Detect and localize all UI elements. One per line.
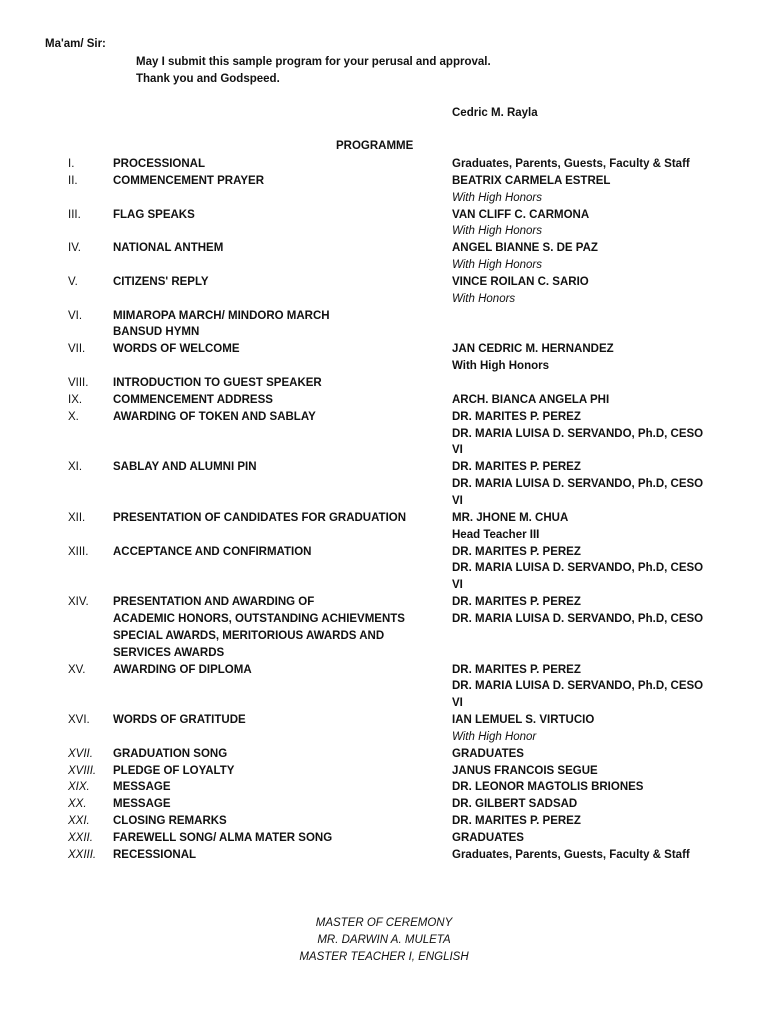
item-title: MIMAROPA MARCH/ MINDORO MARCH <box>113 309 330 322</box>
letter-line-1: May I submit this sample program for your perusal and approval. <box>136 56 491 68</box>
signer-name: Cedric M. Rayla <box>452 107 538 119</box>
item-responsible: DR. MARIA LUISA D. SERVANDO, Ph.D, CESO <box>452 562 704 575</box>
item-number: XX. <box>68 798 87 811</box>
item-responsible: GRADUATES <box>452 747 524 760</box>
item-responsible: GRADUATES <box>452 832 524 844</box>
item-title: MESSAGE <box>113 781 171 794</box>
item-title: PROCESSIONAL <box>113 158 206 170</box>
item-responsible: With High Honors <box>452 225 543 238</box>
item-responsible: DR. MARITES P. PEREZ <box>452 663 581 676</box>
letter-line-2: Thank you and Godspeed. <box>136 73 280 85</box>
salutation: Ma'am/ Sir: <box>45 38 106 50</box>
item-number: XXII. <box>68 832 93 844</box>
item-number: XXI. <box>68 815 90 828</box>
item-responsible: VI <box>452 444 463 457</box>
item-responsible: ARCH. BIANCA ANGELA PHI <box>452 393 610 406</box>
item-number: XVI. <box>68 714 90 727</box>
item-title: ACCEPTANCE AND CONFIRMATION <box>113 545 312 558</box>
item-title: FLAG SPEAKS <box>113 208 195 221</box>
item-number: IX. <box>68 393 83 406</box>
item-responsible: DR. MARITES P. PEREZ <box>452 410 581 423</box>
item-number: XII. <box>68 511 86 524</box>
item-responsible: DR. MARIA LUISA D. SERVANDO, Ph.D, CESO <box>452 427 704 440</box>
item-number: XIV. <box>68 596 89 609</box>
footer-line-2: MR. DARWIN A. MULETA <box>317 934 451 946</box>
item-title: ACADEMIC HONORS, OUTSTANDING ACHIEVMENTS <box>113 612 405 625</box>
item-title: BANSUD HYMN <box>113 326 200 339</box>
item-number: II. <box>68 174 78 187</box>
item-responsible: DR. MARITES P. PEREZ <box>452 596 581 609</box>
item-title: CITIZENS' REPLY <box>113 275 209 288</box>
item-responsible: DR. GILBERT SADSAD <box>452 798 578 811</box>
item-number: XI. <box>68 461 83 474</box>
item-title: AWARDING OF DIPLOMA <box>113 663 252 676</box>
item-responsible: ANGEL BIANNE S. DE PAZ <box>452 242 598 255</box>
item-number: III. <box>68 208 81 221</box>
item-responsible: JAN CEDRIC M. HERNANDEZ <box>452 343 614 356</box>
item-responsible: Graduates, Parents, Guests, Faculty & Staff <box>452 158 690 170</box>
item-number: V. <box>68 275 78 288</box>
item-responsible: With High Honors <box>452 259 543 272</box>
item-title: SPECIAL AWARDS, MERITORIOUS AWARDS AND <box>113 629 385 642</box>
item-number: XVII. <box>68 747 93 760</box>
item-responsible: MR. JHONE M. CHUA <box>452 511 569 524</box>
item-title: COMMENCEMENT ADDRESS <box>113 393 273 406</box>
item-responsible: VI <box>452 579 463 592</box>
item-title: RECESSIONAL <box>113 848 197 861</box>
item-title: SERVICES AWARDS <box>113 646 225 659</box>
footer-line-3: MASTER TEACHER I, ENGLISH <box>299 951 469 963</box>
item-responsible: DR. MARITES P. PEREZ <box>452 461 581 474</box>
item-number: VII. <box>68 343 86 356</box>
item-responsible: DR. MARITES P. PEREZ <box>452 545 581 558</box>
item-title: NATIONAL ANTHEM <box>113 242 224 255</box>
item-responsible: JANUS FRANCOIS SEGUE <box>452 764 598 777</box>
item-title: AWARDING OF TOKEN AND SABLAY <box>113 410 316 423</box>
item-responsible: With Honors <box>452 292 516 305</box>
item-title: CLOSING REMARKS <box>113 815 227 828</box>
item-responsible: VINCE ROILAN C. SARIO <box>452 275 589 288</box>
item-title: PLEDGE OF LOYALTY <box>113 764 235 777</box>
item-responsible: With High Honor <box>452 730 537 743</box>
item-responsible: VI <box>452 494 463 507</box>
item-title: GRADUATION SONG <box>113 747 228 760</box>
item-number: XIX. <box>68 781 90 794</box>
item-responsible: VAN CLIFF C. CARMONA <box>452 208 590 221</box>
item-number: VI. <box>68 309 83 322</box>
item-responsible: DR. LEONOR MAGTOLIS BRIONES <box>452 781 644 794</box>
item-title: MESSAGE <box>113 798 171 811</box>
item-responsible: DR. MARIA LUISA D. SERVANDO, Ph.D, CESO <box>452 612 704 625</box>
item-responsible: DR. MARIA LUISA D. SERVANDO, Ph.D, CESO <box>452 680 704 693</box>
item-title: WORDS OF GRATITUDE <box>113 714 246 727</box>
item-responsible: IAN LEMUEL S. VIRTUCIO <box>452 714 595 727</box>
item-title: INTRODUCTION TO GUEST SPEAKER <box>113 377 322 390</box>
item-responsible: Head Teacher III <box>452 528 540 541</box>
item-number: XIII. <box>68 545 89 558</box>
item-number: XVIII. <box>68 764 97 777</box>
footer-line-1: MASTER OF CEREMONY <box>315 917 453 929</box>
item-title: COMMENCEMENT PRAYER <box>113 174 265 187</box>
item-responsible: Graduates, Parents, Guests, Faculty & Staff <box>452 848 690 861</box>
item-title: FAREWELL SONG/ ALMA MATER SONG <box>113 832 333 844</box>
item-title: SABLAY AND ALUMNI PIN <box>113 461 257 474</box>
item-responsible: BEATRIX CARMELA ESTREL <box>452 174 611 187</box>
item-title: PRESENTATION AND AWARDING OF <box>113 596 315 609</box>
item-responsible: DR. MARITES P. PEREZ <box>452 815 581 828</box>
item-title: WORDS OF WELCOME <box>113 343 240 356</box>
item-number: XV. <box>68 663 86 676</box>
item-responsible: VI <box>452 697 463 710</box>
item-number: IV. <box>68 242 82 255</box>
item-number: X. <box>68 410 79 423</box>
item-responsible: With High Honors <box>452 360 549 373</box>
item-title: PRESENTATION OF CANDIDATES FOR GRADUATION <box>113 511 407 524</box>
item-number: I. <box>68 158 75 170</box>
item-responsible: DR. MARIA LUISA D. SERVANDO, Ph.D, CESO <box>452 478 704 491</box>
item-responsible: With High Honors <box>452 191 543 204</box>
item-number: XXIII. <box>68 848 97 861</box>
item-number: VIII. <box>68 377 89 390</box>
